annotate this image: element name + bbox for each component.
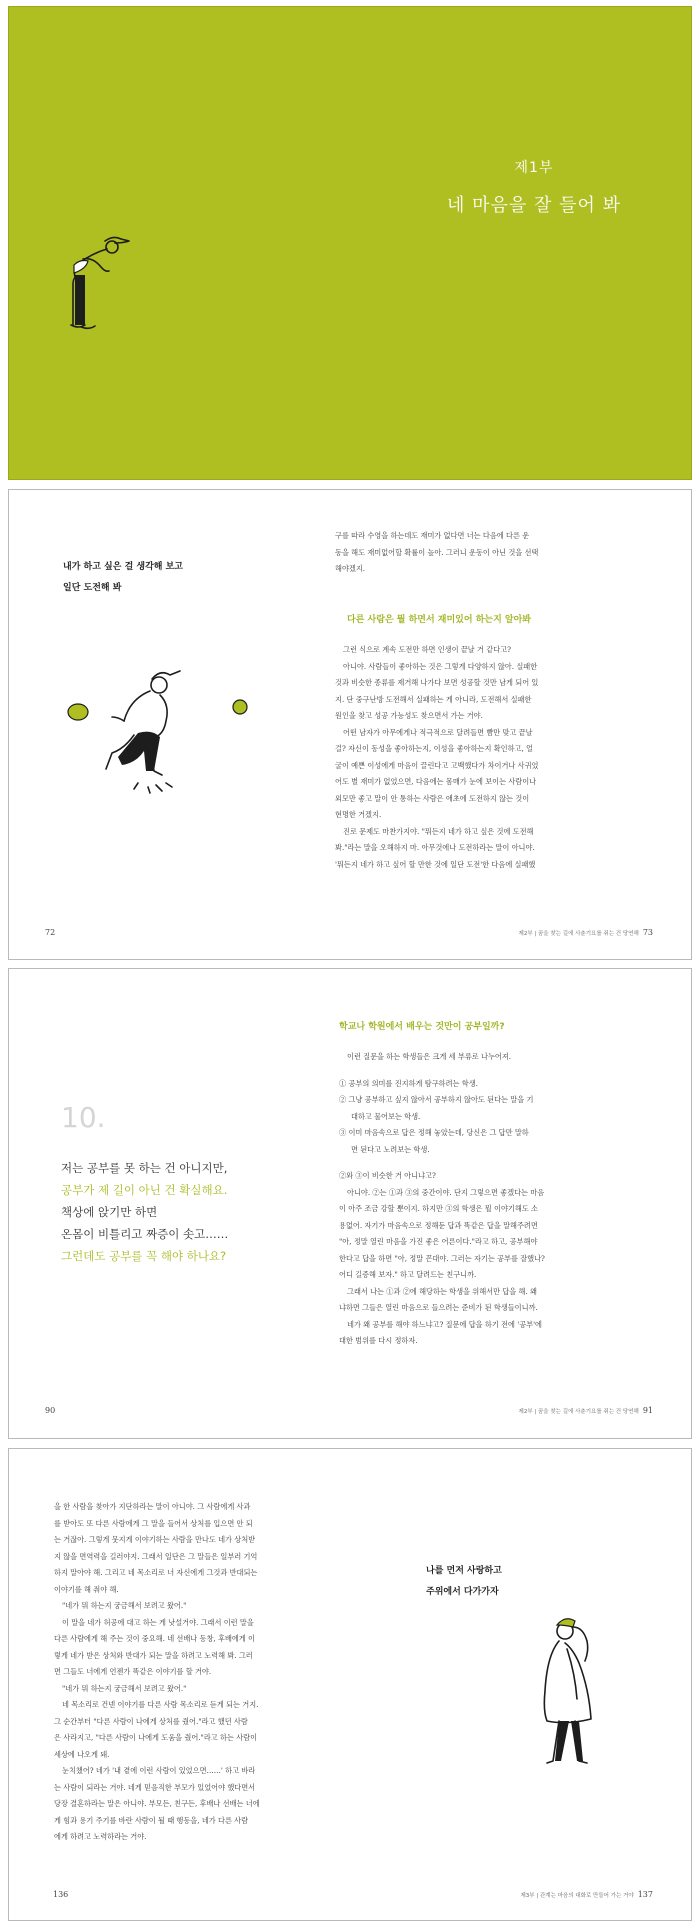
paragraph-line: 외모만 좋고 말이 안 통하는 사람은 애초에 도전하지 않는 것이 — [335, 793, 530, 803]
paragraph-line: 원인을 찾고 성공 가능성도 찾으면서 가는 거야. — [335, 711, 483, 720]
pitcher-illustration — [64, 665, 254, 805]
part-title-block — [414, 157, 654, 217]
running-head-text: 제2부 | 꿈을 찾는 길에 사춘기요를 쥐는 건 당연해 — [518, 1409, 639, 1415]
list-item: ③ 이미 마음속으로 답은 정해 놓았는데, 당신은 그 답만 말하 — [339, 1128, 529, 1137]
quote-line: 온몸이 비틀리고 짜증이 솟고…… — [61, 1227, 229, 1241]
paragraph-line: 굴이 예쁜 이성에게 마음이 끌린다고 고백했다가 차이거나 사귀었 — [335, 760, 539, 770]
quote-line: 책상에 앉기만 하면 — [61, 1205, 158, 1219]
paragraph-line: 당장 결혼하라는 말은 아니야. 부모든, 친구든, 후배나 선배는 너에 — [54, 1799, 260, 1808]
caption-line: 나를 먼저 사랑하고 — [426, 1566, 502, 1576]
part-title-spread — [8, 6, 692, 480]
running-head — [519, 928, 653, 937]
paragraph-line: 은 사라지고, "다른 사람이 나에게 도움을 줬어."라고 하는 사람이 — [54, 1733, 258, 1742]
paragraph-line: 진로 문제도 마찬가지야. "뭐든지 네가 하고 싶은 것에 도전해 — [343, 826, 534, 836]
quote-line: 공부가 제 길이 아닌 건 확실해요. — [61, 1183, 228, 1197]
paragraph-line: 한다고 답을 하면 "아, 정말 꼰대야. 그러는 자기는 공부를 잘했나? — [339, 1253, 545, 1263]
walking-person-illustration — [519, 1609, 629, 1769]
right-page-body — [335, 528, 635, 578]
intro-line: 해야겠지. — [335, 564, 366, 573]
paragraph-line: 눈치챘어? 네가 '내 곁에 이런 사람이 있었으면……' 하고 바라 — [62, 1766, 256, 1775]
paragraph-line: 이야기를 해 줘야 해. — [54, 1584, 119, 1594]
caption-line: 내가 하고 싶은 걸 생각해 보고 — [63, 562, 183, 572]
paragraph-line: 면 그들도 너에게 언젠가 똑같은 이야기를 할 거야. — [54, 1667, 212, 1676]
spread-pages-72-73 — [8, 489, 692, 960]
paragraph-line: 네가 왜 공부를 해야 하느냐고? 질문에 답을 하기 전에 '공부'에 — [347, 1319, 543, 1329]
paragraph-line: 걸? 자신이 동성을 좋아하는지, 이성을 좋아하는지 확인하고, 얼 — [335, 744, 533, 753]
quote-line: 그런데도 공부를 꼭 해야 하나요? — [61, 1249, 227, 1263]
paragraph-line: 아니야. ②는 ①과 ③의 중간이야. 단지 그렇으면 좋겠다는 마음 — [347, 1187, 545, 1197]
left-page-number: 72 — [45, 928, 56, 937]
intro-line: 구를 따라 수영을 하는데도 재미가 없다면 너는 다음에 다른 운 — [335, 531, 530, 540]
paragraph-line: 용없어. 자기가 마음속으로 정해둔 답과 똑같은 답을 말해주려면 — [339, 1220, 538, 1230]
paragraph-line: 지 않을 면역력을 길러야지. 그래서 일단은 그 말들은 일부러 기억 — [54, 1551, 258, 1561]
paragraph-line: ②와 ③이 비슷한 거 아니냐고? — [339, 1171, 436, 1180]
right-page-number: 73 — [642, 928, 653, 937]
paragraph-line: 를 받아도 또 다른 사람에게 그 말을 들어서 상처를 입으면 안 되 — [54, 1518, 253, 1528]
right-page-number: 137 — [637, 1890, 653, 1899]
list-item-continued: 면 된다고 노려보는 학생. — [351, 1144, 430, 1154]
chapter-question — [61, 1157, 228, 1267]
paragraph-line: 하지 말아야 해. 그리고 네 목소리로 너 자신에게 그것과 반대되는 — [54, 1568, 258, 1577]
paragraph-line: "네가 뭐 하는지 궁금해서 보려고 왔어." — [62, 1601, 187, 1610]
running-head-text: 제3부 | 관계는 마음의 대화로 만들어 가는 거야 — [520, 1893, 634, 1899]
paragraph-line: 지. 단 중구난방 도전해서 실패하는 게 아니라, 도전해서 실패한 — [335, 694, 532, 704]
right-page-paragraphs — [335, 642, 635, 873]
paragraph-line: 현명한 거겠지. — [335, 810, 382, 819]
paragraph-line: 냐하면 그들은 열린 마음으로 들으려는 준비가 된 학생들이니까. — [339, 1303, 538, 1312]
paragraph-line: "네가 뭐 하는지 궁금해서 보려고 왔어." — [62, 1683, 187, 1693]
paragraph-line: 에게 하려고 노력하라는 거야. — [54, 1832, 147, 1841]
paragraph-line: 이 말을 네가 허공에 대고 하는 게 낫설거야. 그래서 이런 말을 — [62, 1617, 254, 1627]
paragraph-line: 그 순간부터 "다른 사람이 나에게 상처를 줬어."라고 했던 사람 — [54, 1716, 248, 1726]
part-label: 제1부 — [514, 160, 554, 176]
paragraph-line: 렇게 네가 받은 상처와 반대가 되는 말을 하려고 노력해 봐. 그러 — [54, 1650, 253, 1660]
list-item-continued: 대하고 물어보는 학생. — [351, 1111, 421, 1121]
intro-line: 동을 해도 재미없어할 확률이 높아. 그러니 운동이 아닌 것을 선택 — [335, 547, 539, 557]
paragraph-line: 것과 비슷한 종류를 제거해 나가다 보면 성공할 것만 남게 되어 있 — [335, 678, 539, 687]
left-page-body — [54, 1499, 346, 1846]
paragraph-line: '뭐든지 네가 하고 싶어 할 만한 것에 일단 도전'한 다음에 실패했 — [335, 859, 536, 869]
paragraph-line: 그래서 나는 ①과 ②에 해당하는 학생을 위해서만 답을 해. 왜 — [347, 1286, 537, 1296]
caption-line: 주위에서 다가가자 — [426, 1587, 499, 1597]
right-page-caption — [426, 1561, 502, 1603]
list-item: ① 공부의 의미를 진지하게 탐구하려는 학생. — [339, 1078, 478, 1088]
paragraph-line: 봐."라는 말을 오해하지 마. 아무것에나 도전하라는 말이 아니야. — [335, 843, 535, 852]
spread-pages-136-137 — [8, 1448, 692, 1921]
section-subheading: 다른 사람은 뭘 하면서 재미있어 하는지 알아봐 — [347, 615, 531, 625]
right-page-body — [339, 1049, 639, 1350]
running-head — [519, 1406, 653, 1415]
list-item: ② 그냥 공부하고 싶지 않아서 공부하지 않아도 된다는 말을 기 — [339, 1095, 534, 1104]
paragraph-line: 어디 길증해 보자." 하고 달려드는 친구니까. — [339, 1270, 477, 1279]
paragraph-line: 아니야. 사람들이 좋아하는 것은 그렇게 다양하지 않아. 실패한 — [343, 661, 538, 671]
caption-line: 일단 도전해 봐 — [63, 583, 122, 593]
paragraph-line: 이 아주 조금 강할 뿐이지. 하지만 ③의 학생은 뭘 이야기해도 소 — [339, 1204, 538, 1213]
left-page-number: 136 — [53, 1890, 69, 1899]
paragraph-line: 게 힘과 용기 주기를 바란 사람이 될 때 행동을, 네가 다른 사람 — [54, 1815, 249, 1825]
section-subheading: 학교나 학원에서 배우는 것만이 공부일까? — [339, 1022, 505, 1032]
paragraph-line: 는 사람이 되라는 거야. 네게 믿음직한 부모가 있었어야 했다면서 — [54, 1782, 256, 1792]
running-head-text: 제2부 | 꿈을 찾는 길에 사춘기요를 쥐는 건 당연해 — [518, 931, 639, 937]
left-page-number: 90 — [45, 1406, 56, 1415]
paragraph-line: 어떤 남자가 아무에게나 적극적으로 달려들면 뺨만 맞고 끝날 — [343, 727, 533, 737]
left-page-caption — [63, 557, 183, 599]
paragraph-line: 는 거잖아. 그렇게 뭇지게 이야기하는 사람을 만나도 네가 상처받 — [54, 1535, 256, 1544]
paragraph-line: "아, 정말 열린 마음을 가진 좋은 어른이다."라고 하고, 공부해야 — [339, 1237, 538, 1246]
paragraph-line: 그런 식으로 계속 도전만 하면 인생이 끝날 거 같다고? — [343, 645, 511, 654]
chapter-number: 10. — [61, 1101, 106, 1134]
paragraph-line: 세상에 나오게 돼. — [54, 1749, 110, 1759]
right-page-number: 91 — [642, 1406, 653, 1415]
part-title: 네 마음을 잘 들어 봐 — [447, 195, 621, 216]
intro-line: 이런 질문을 하는 학생들은 크게 세 부류로 나누어져. — [347, 1052, 512, 1061]
running-head — [520, 1890, 653, 1899]
paragraph-line: 다른 사람에게 해 주는 것이 중요해. 네 선배나 동창, 후배에게 이 — [54, 1634, 255, 1643]
paragraph-line: 을 한 사람을 찾아가 지단하라는 말이 아니야. 그 사람에게 사과 — [54, 1502, 251, 1511]
quote-line: 저는 공부를 못 하는 건 아니지만, — [61, 1161, 228, 1175]
paragraph-line: 대한 범위를 다시 정하자. — [339, 1336, 418, 1345]
bowing-man-illustration — [53, 225, 143, 335]
paragraph-line: 네 목소리로 건넨 이야기를 다른 사람 목소리로 듣게 되는 거지. — [62, 1700, 259, 1709]
paragraph-line: 어도 별 재미가 없었으면, 다음에는 몸매가 눈에 보이는 사람이나 — [335, 777, 537, 786]
spread-pages-90-91 — [8, 968, 692, 1439]
